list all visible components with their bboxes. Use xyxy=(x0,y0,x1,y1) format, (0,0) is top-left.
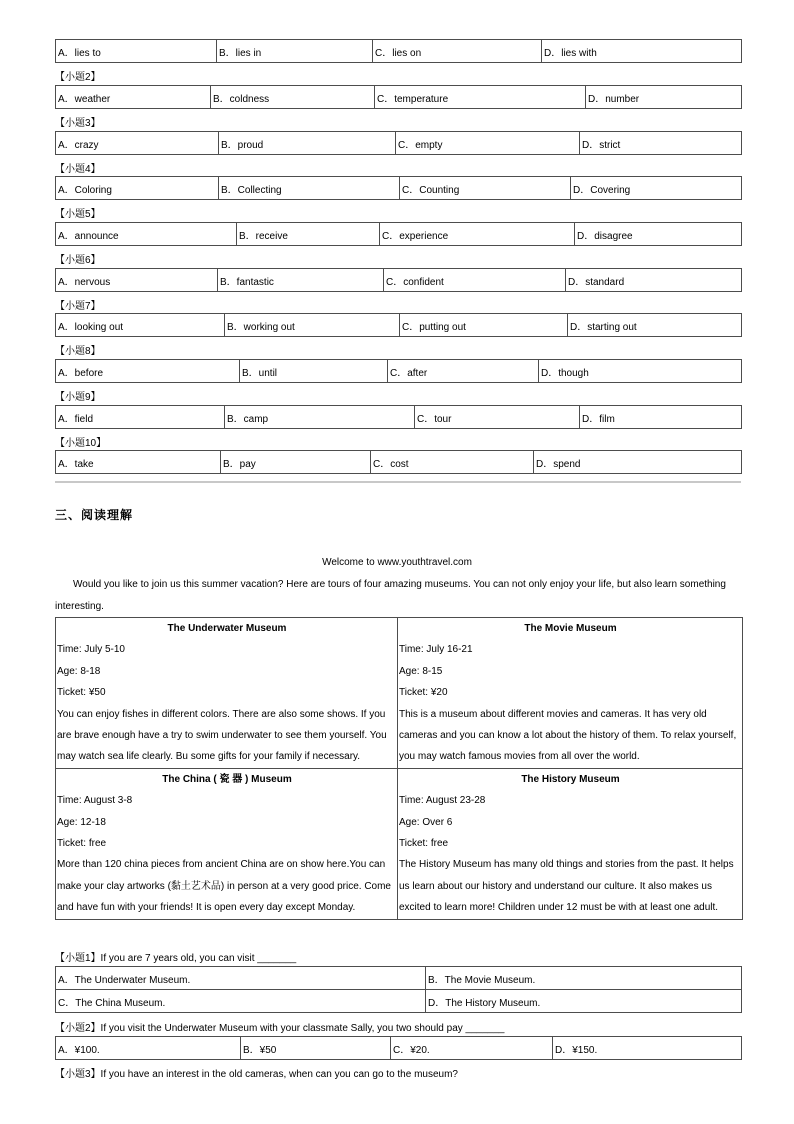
option-a: A．announce xyxy=(56,223,237,246)
museum-time: Time: July 5-10 xyxy=(57,644,125,656)
option-c: C．lies on xyxy=(373,40,542,63)
option-c: C．after xyxy=(388,360,539,383)
cloze-q6-options xyxy=(55,268,742,292)
question-label: 【小题10】 xyxy=(55,438,107,449)
museum-ticket: Ticket: ¥50 xyxy=(57,687,106,699)
option-a: A．lies to xyxy=(56,40,217,63)
question-label: 【小题3】 xyxy=(55,118,101,129)
option-c: C．temperature xyxy=(375,86,586,109)
option-b: B．Collecting xyxy=(219,177,400,200)
cloze-q10-options xyxy=(55,450,742,474)
option-d: D．standard xyxy=(566,269,742,292)
museum-name: The Movie Museum xyxy=(524,623,617,634)
option-c: C．cost xyxy=(371,451,534,474)
option-d: D．disagree xyxy=(575,223,742,246)
museum-age: Age: Over 6 xyxy=(399,816,453,828)
option-b: B．coldness xyxy=(211,86,375,109)
option-a: A．take xyxy=(56,451,221,474)
museum-time: Time: July 16-21 xyxy=(399,644,473,656)
option-a: A．weather xyxy=(56,86,211,109)
option-b: B．pay xyxy=(221,451,371,474)
reading-q2-stem: 【小题2】If you visit the Underwater Museum with your classmate Sally, you two should pay _______ xyxy=(55,1023,505,1034)
option-a: A．crazy xyxy=(56,132,219,155)
section-title: 三、阅读理解 xyxy=(55,508,134,522)
option-d: D．though xyxy=(539,360,742,383)
cloze-q8-options xyxy=(55,359,742,383)
reading-q1-options xyxy=(55,966,742,1013)
option-d: D．strict xyxy=(580,132,742,155)
question-label: 【小题8】 xyxy=(55,346,101,357)
reading-q3-stem: 【小题3】If you have an interest in the old cameras, when can you can go to the museum? xyxy=(55,1069,458,1080)
option-d: D．spend xyxy=(534,451,742,474)
museum-cell-history xyxy=(398,768,743,919)
cloze-q5-options xyxy=(55,222,742,246)
option-b: B．The Movie Museum. xyxy=(426,967,742,990)
museum-name: The Underwater Museum xyxy=(167,623,287,634)
option-c: C．putting out xyxy=(400,314,568,337)
museum-cell-underwater xyxy=(56,618,398,769)
reading-q1-stem: 【小题1】If you are 7 years old, you can visit _______ xyxy=(55,953,297,964)
option-b: B．working out xyxy=(225,314,400,337)
option-d: D．number xyxy=(586,86,742,109)
option-b: B．fantastic xyxy=(218,269,384,292)
option-a: A．nervous xyxy=(56,269,218,292)
cloze-q2-options xyxy=(55,85,742,109)
museum-description: You can enjoy fishes in different colors. There are also some shows. If you are brave enough have a try to swim underwater to see them yourself. You may watch sea life clearly. Bu some gifts for your family if necessary. xyxy=(57,708,387,763)
option-d: D．¥150. xyxy=(553,1037,742,1060)
cloze-q4-options xyxy=(55,176,742,200)
option-a: A．field xyxy=(56,406,225,429)
option-b: B．receive xyxy=(237,223,380,246)
option-c: C．¥20. xyxy=(391,1037,553,1060)
question-label: 【小题9】 xyxy=(55,392,101,403)
question-label: 【小题4】 xyxy=(55,164,101,175)
option-d: D．Covering xyxy=(571,177,742,200)
welcome-line: Welcome to www.youthtravel.com xyxy=(322,557,472,568)
museum-time: Time: August 23-28 xyxy=(399,795,486,807)
cloze-q1-options xyxy=(55,39,742,63)
museum-cell-china xyxy=(56,768,398,919)
option-d: D．The History Museum. xyxy=(426,990,742,1013)
museum-ticket: Ticket: free xyxy=(57,838,107,850)
museum-ticket: Ticket: free xyxy=(399,838,449,850)
reading-q2-options xyxy=(55,1036,742,1060)
museum-age: Age: 8-18 xyxy=(57,665,101,677)
cloze-q9-options xyxy=(55,405,742,429)
option-b: B．until xyxy=(240,360,388,383)
museum-description: This is a museum about different movies and cameras. It has very old cameras and you can know a lot about the history of them. To relax yourself, you may watch famous movies from all over the world. xyxy=(399,708,737,763)
museum-name: The History Museum xyxy=(521,773,620,785)
cloze-q3-options xyxy=(55,131,742,155)
option-b: B．camp xyxy=(225,406,415,429)
option-c: C．Counting xyxy=(400,177,571,200)
option-c: C．experience xyxy=(380,223,575,246)
option-a: A．looking out xyxy=(56,314,225,337)
option-d: D．lies with xyxy=(542,40,742,63)
option-c: C．The China Museum. xyxy=(56,990,426,1013)
question-label: 【小题5】 xyxy=(55,209,101,220)
cloze-q7-options xyxy=(55,313,742,337)
option-b: B．lies in xyxy=(217,40,373,63)
museum-name: The China ( 瓷 器 ) Museum xyxy=(162,773,292,785)
museum-age: Age: 12-18 xyxy=(57,816,106,828)
museum-ticket: Ticket: ¥20 xyxy=(399,687,448,699)
option-c: C．confident xyxy=(384,269,566,292)
option-b: B．proud xyxy=(219,132,396,155)
option-c: C．tour xyxy=(415,406,580,429)
intro-paragraph: Would you like to join us this summer vacation? Here are tours of four amazing museums. You can not only enjoy your life, but also learn something interesting. xyxy=(55,579,726,612)
option-d: D．film xyxy=(580,406,742,429)
option-b: B．¥50 xyxy=(241,1037,391,1060)
option-d: D．starting out xyxy=(568,314,742,337)
option-c: C．empty xyxy=(396,132,580,155)
option-a: A．¥100. xyxy=(56,1037,241,1060)
museum-cell-movie xyxy=(398,618,743,769)
option-a: A．The Underwater Museum. xyxy=(56,967,426,990)
museum-description: More than 120 china pieces from ancient China are on show here.You can make your clay artworks (黏土艺术品) in person at a very good price. Come and have fun with your friends! It is open every day except Monday. xyxy=(57,859,391,914)
museum-description: The History Museum has many old things and stories from the past. It helps us learn about our history and understand our culture. It also makes us excited to learn more! Children under 12 must be with at least one adult. xyxy=(399,859,734,914)
question-label: 【小题7】 xyxy=(55,301,101,312)
option-a: A．Coloring xyxy=(56,177,219,200)
section-divider xyxy=(55,481,741,483)
question-label: 【小题6】 xyxy=(55,255,101,266)
option-a: A．before xyxy=(56,360,240,383)
museum-age: Age: 8-15 xyxy=(399,665,443,677)
museum-time: Time: August 3-8 xyxy=(57,795,133,807)
question-label: 【小题2】 xyxy=(55,72,101,83)
museum-table xyxy=(55,617,743,920)
